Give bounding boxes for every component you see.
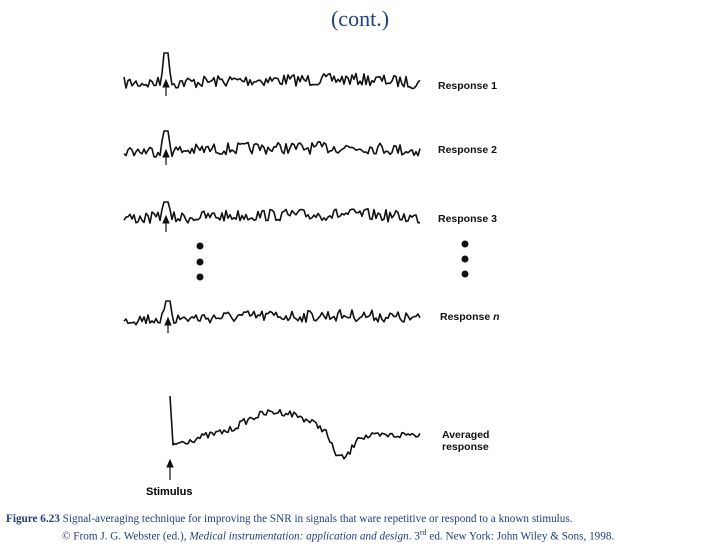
stimulus-arrow-icon: [163, 80, 169, 96]
stimulus-arrow-icon: [167, 460, 173, 480]
ellipsis-dot: [197, 259, 204, 266]
figure-caption: Figure 6.23 Signal-averaging technique for improving the SNR in signals that ware repetitive or respond to a known stimulus. © From J. G. Webster (ed.), Medical instrumentation: application and design. 3rd ed. New York: John Wiley & Sons, 1998.: [6, 513, 615, 543]
response-1-trace: [124, 53, 420, 89]
response-3-trace: [124, 202, 420, 223]
ellipsis-dot: [462, 256, 469, 263]
ellipsis-dot: [462, 241, 469, 248]
stimulus-arrow-icon: [163, 150, 169, 165]
slide-title: (cont.): [330, 6, 390, 31]
ellipsis-dot: [462, 271, 469, 278]
response-2-label: Response 2: [438, 144, 497, 156]
averaged-response-trace: [170, 396, 420, 459]
response-1-label: Response 1: [438, 80, 497, 92]
ellipsis-dot: [197, 274, 204, 281]
averaged-response-label: Averaged response: [442, 429, 490, 453]
stimulus-label: Stimulus: [146, 486, 193, 498]
ellipsis-dot: [197, 243, 204, 250]
response-3-label: Response 3: [438, 213, 497, 225]
stimulus-arrow-icon: [163, 216, 169, 232]
response-n-label: Response n: [440, 311, 500, 323]
stimulus-arrow-icon: [165, 318, 171, 333]
response-2-trace: [124, 131, 420, 157]
